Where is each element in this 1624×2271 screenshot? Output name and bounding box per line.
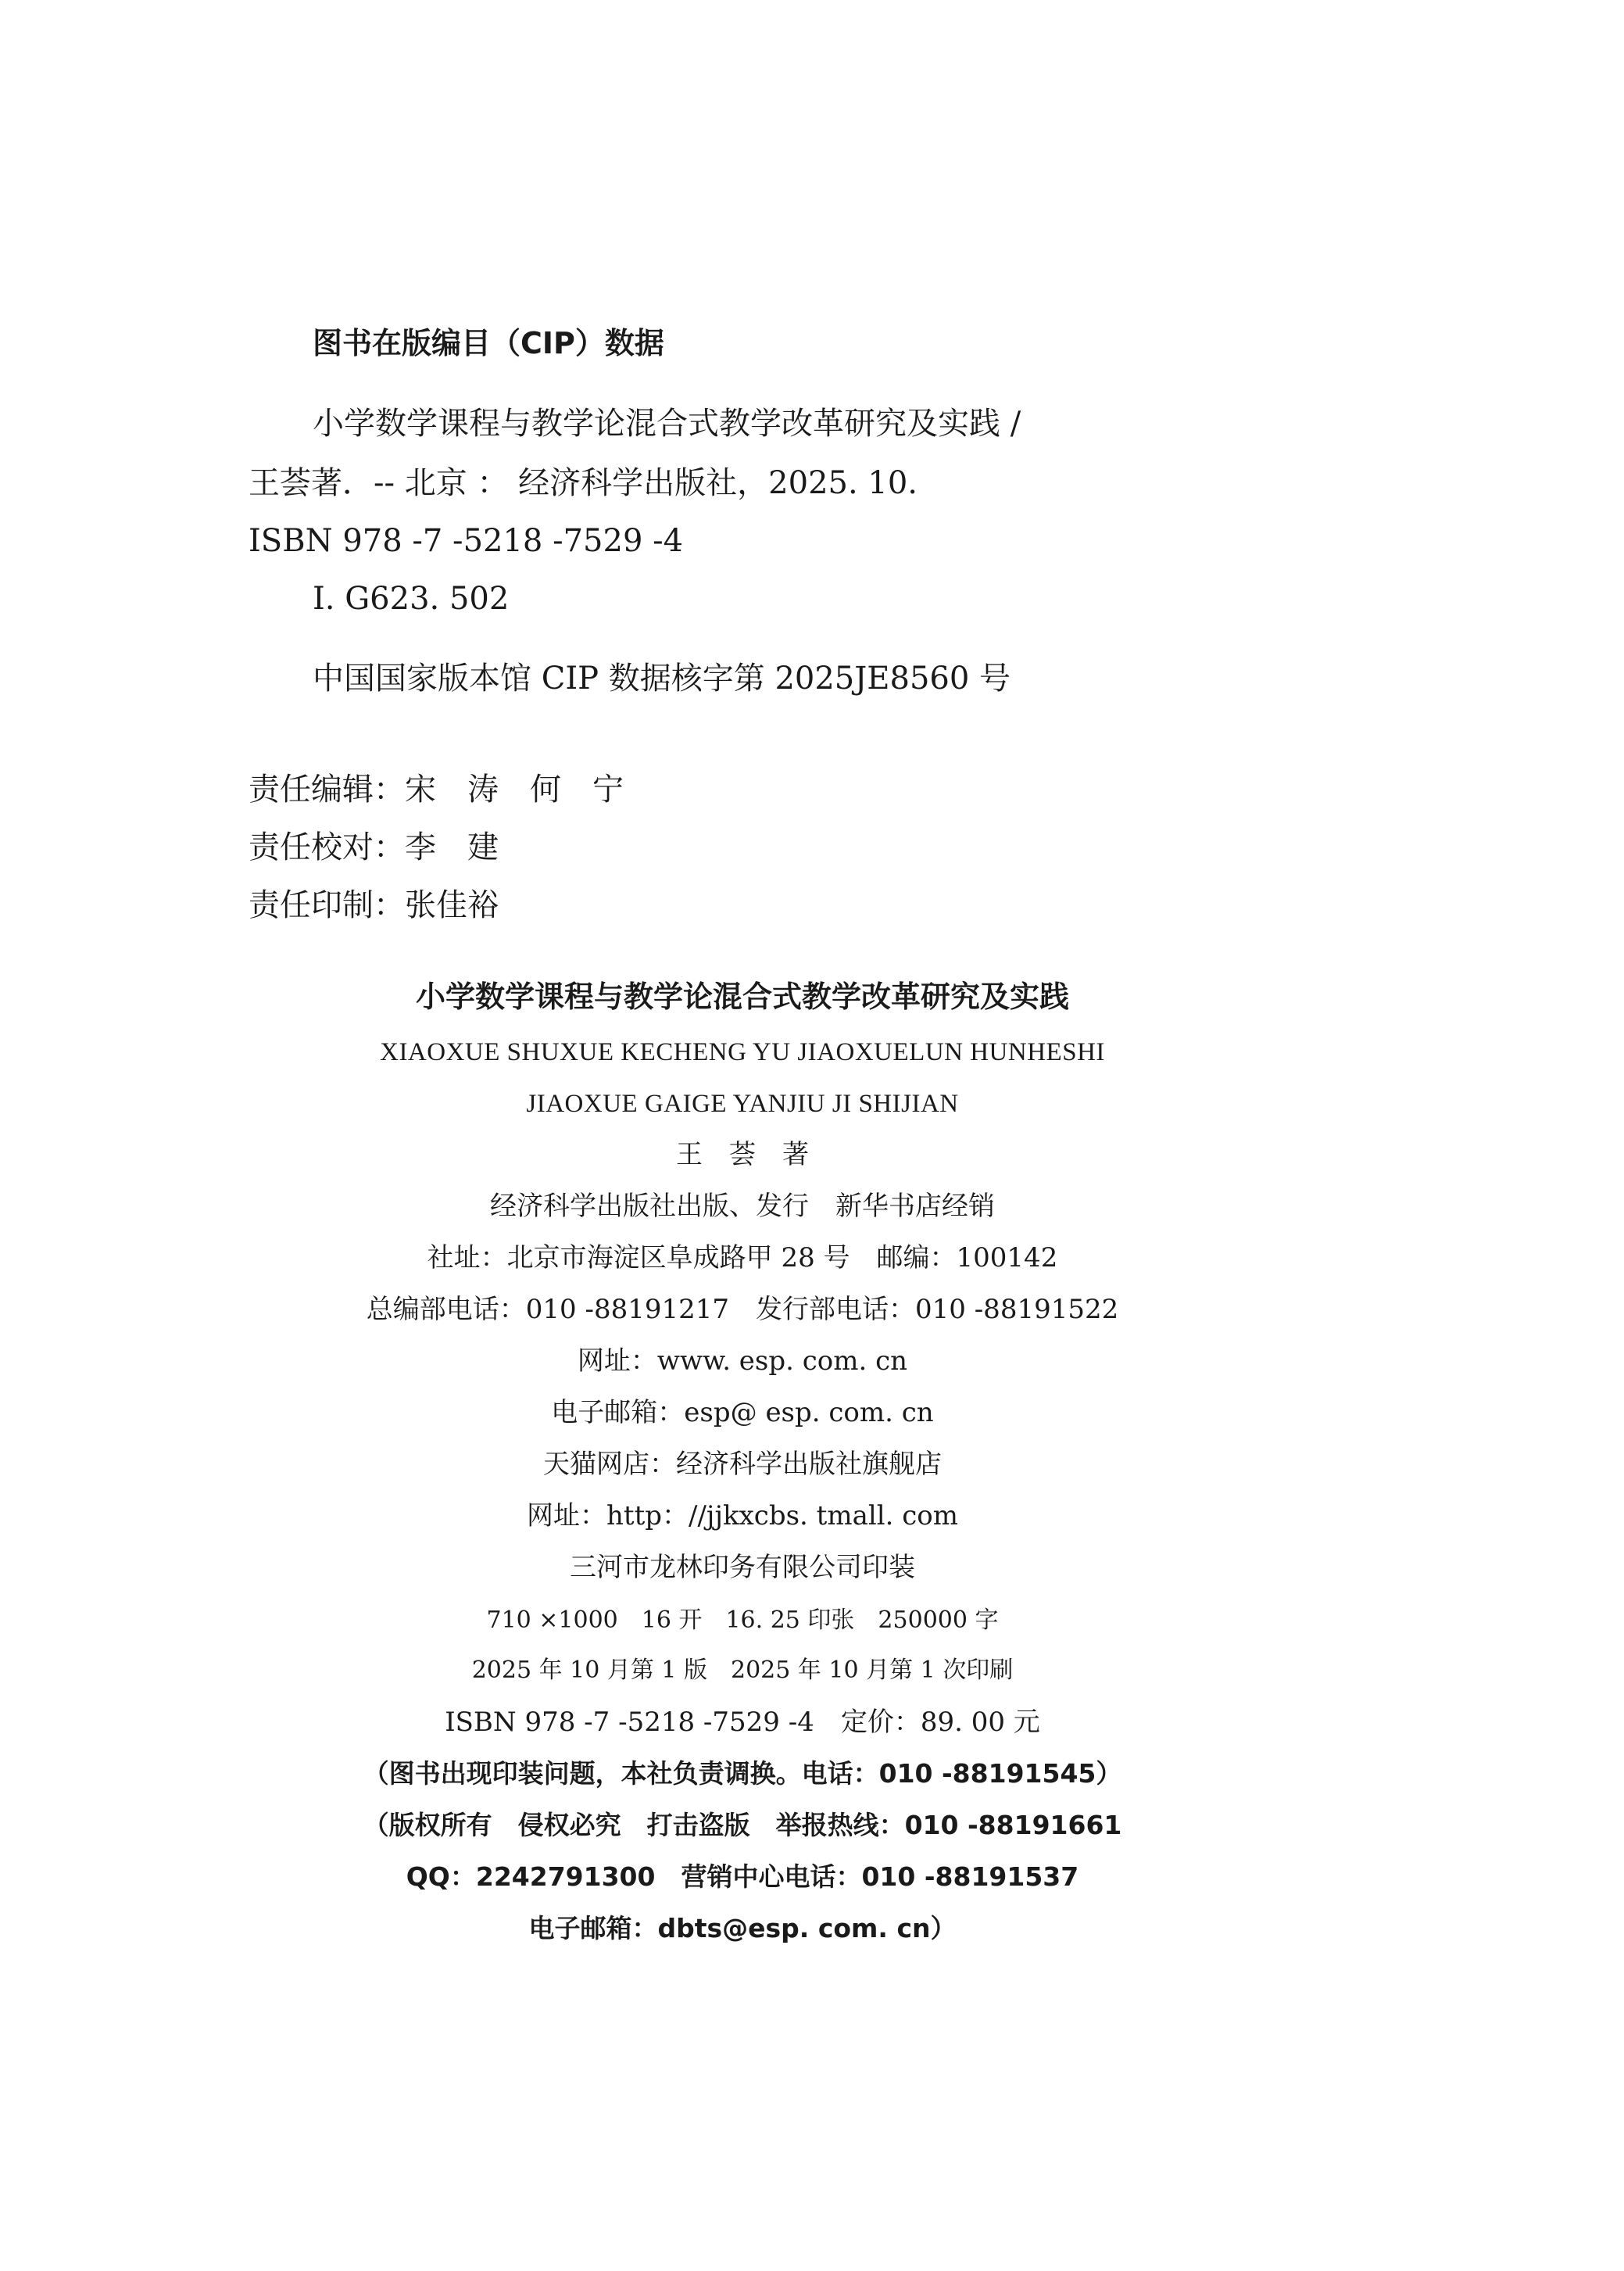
imprint-address: 社址：北京市海淀区阜成路甲 28 号 邮编：100142 <box>427 1242 1058 1273</box>
imprint-publisher: 经济科学出版社出版、发行 新华书店经销 <box>490 1191 995 1222</box>
imprint-notice-3: QQ：2242791300 营销中心电话：010 -88191537 <box>406 1861 1079 1892</box>
imprint-phones: 总编部电话：010 -88191217 发行部电话：010 -88191522 <box>366 1294 1119 1325</box>
imprint-pinyin-line-1: XIAOXUE SHUXUE KECHENG YU JIAOXUELUN HUNHESHI <box>380 1038 1105 1066</box>
imprint-notice-1: （图书出现印装问题，本社负责调换。电话：010 -88191545） <box>363 1758 1122 1789</box>
imprint-tmall-store: 天猫网店：经济科学出版社旗舰店 <box>543 1449 942 1480</box>
imprint-notice-2: （版权所有 侵权必究 打击盗版 举报热线：010 -88191661 <box>363 1810 1122 1840</box>
cip-classification-line: Ⅰ. G623. 502 <box>313 581 510 617</box>
cip-isbn-line: ISBN 978 -7 -5218 -7529 -4 <box>249 523 684 559</box>
credit-printing: 责任印制：张佳裕 <box>249 887 499 923</box>
imprint-specs: 710 ×1000 16 开 16. 25 印张 250000 字 <box>486 1607 999 1634</box>
credit-proofreader: 责任校对：李 建 <box>249 829 499 865</box>
cip-author-line: 王荟著．-- 北京 ： 经济科学出版社，2025. 10. <box>249 465 918 501</box>
imprint-edition: 2025 年 10 月第 1 版 2025 年 10 月第 1 次印刷 <box>471 1657 1014 1684</box>
imprint-notice-4: 电子邮箱：dbts@esp. com. cn） <box>528 1913 957 1943</box>
imprint-pinyin-line-2: JIAOXUE GAIGE YANJIU JI SHIJIAN <box>526 1090 959 1118</box>
cip-title-line: 小学数学课程与教学论混合式教学改革研究及实践 / <box>313 406 1021 442</box>
imprint-title: 小学数学课程与教学论混合式教学改革研究及实践 <box>415 980 1069 1014</box>
imprint-website: 网址：www. esp. com. cn <box>577 1345 908 1377</box>
imprint-printer: 三河市龙林印务有限公司印装 <box>570 1552 915 1583</box>
imprint-tmall-url: 网址：http：//jjkxcbs. tmall. com <box>527 1500 958 1531</box>
cip-number-line: 中国国家版本馆 CIP 数据核字第 2025JE8560 号 <box>313 661 1011 697</box>
imprint-isbn-price: ISBN 978 -7 -5218 -7529 -4 定价：89. 00 元 <box>445 1707 1040 1738</box>
cip-heading: 图书在版编目（CIP）数据 <box>313 326 664 360</box>
credit-editor: 责任编辑：宋 涛 何 宁 <box>249 772 624 808</box>
imprint-email: 电子邮箱：esp@ esp. com. cn <box>551 1397 934 1428</box>
imprint-author: 王 荟 著 <box>676 1139 809 1170</box>
